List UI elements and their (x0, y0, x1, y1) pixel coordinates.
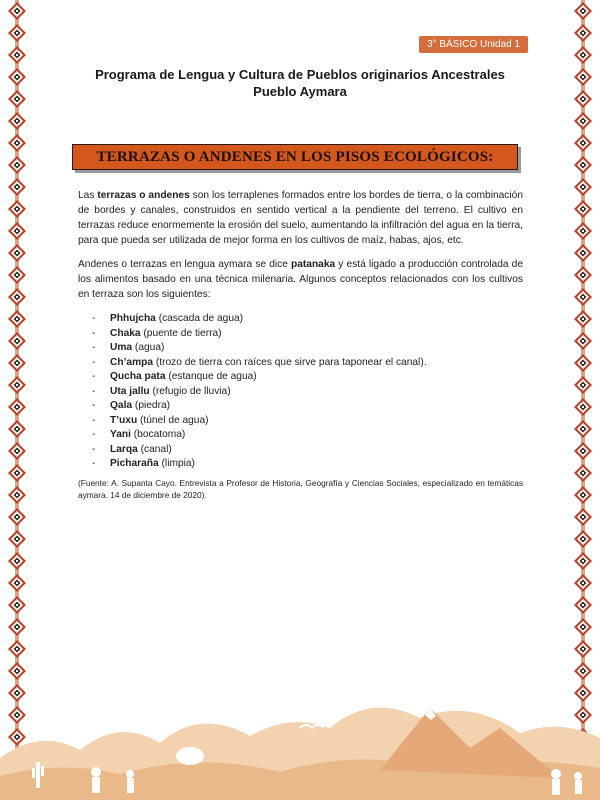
term-word: Yani (110, 429, 131, 440)
term-word: Chaka (110, 327, 141, 339)
term-meaning: (refugio de lluvia) (149, 385, 231, 397)
person-head-icon (91, 767, 101, 777)
paragraph-terrazas (78, 188, 523, 248)
list-item (78, 355, 523, 370)
list-item (78, 369, 523, 384)
dash: - (92, 313, 96, 324)
paragraph-patanaka (78, 257, 523, 302)
cactus-icon (36, 762, 40, 788)
right-decorative-border (572, 0, 594, 800)
term-word: Uta jallu (110, 385, 150, 397)
term-word: Picharaña (110, 458, 159, 469)
cactus-arm-left (32, 768, 35, 778)
people-title: Pueblo Aymara (253, 84, 347, 99)
term-meaning: (puente de tierra) (140, 327, 222, 339)
term-word: Ch’ampa (110, 356, 154, 368)
llama-icon (176, 747, 204, 765)
list-item (78, 442, 523, 457)
dash: - (92, 443, 96, 455)
term-meaning: (canal) (137, 443, 172, 455)
term-word: Qala (110, 400, 133, 411)
term-meaning: (trozo de tierra con raíces que sirve para taponear el canal). (153, 356, 427, 368)
list-item (78, 311, 523, 326)
person-body-icon-3 (552, 779, 560, 795)
grade-unit-badge: 3° BÁSICO Unidad 1 (419, 36, 528, 53)
term-meaning: (estanque de agua) (165, 371, 257, 382)
dash: - (92, 429, 96, 440)
terms-list (78, 311, 523, 471)
footer-landscape-illustration (0, 688, 600, 800)
dash: - (92, 400, 96, 411)
person-head-icon-3 (551, 769, 561, 779)
term-word: Larqa (110, 443, 138, 455)
person-body-icon-4 (575, 780, 582, 794)
term-word: Phhujcha (110, 313, 156, 324)
dash: - (92, 342, 96, 353)
term-word: Uma (110, 342, 133, 353)
left-decorative-border (6, 0, 28, 800)
term-word: Qucha pata (110, 371, 166, 382)
para1-bold: terrazas o andenes (97, 190, 190, 201)
main-content (78, 188, 523, 501)
dash: - (92, 385, 96, 397)
term-meaning: (piedra) (132, 400, 171, 411)
list-item (78, 326, 523, 341)
list-item (78, 384, 523, 399)
list-item (78, 427, 523, 442)
list-item (78, 413, 523, 428)
list-item (78, 456, 523, 471)
para1-pre: Las (78, 190, 98, 201)
para1-post: son los terraplenes formados entre los bordes de tierra, o la combinación de bordes y canales, construidos en sentido vertical a la pendiente del terreno. El cultivo en terrazas reduce enormemente la erosión del suelo, aumentando la infiltración del agua en la tierra, para que pueda ser utilizada de mejor forma en los cultivos de maíz, habas, ajos, etc. (78, 190, 523, 246)
page-header (0, 66, 600, 100)
person-head-icon-4 (574, 772, 582, 780)
person-head-icon-2 (126, 770, 134, 778)
cactus-arm-right (41, 766, 44, 776)
dash: - (92, 327, 96, 339)
section-title: TERRAZAS O ANDENES EN LOS PISOS ECOLÓGICOS: (96, 148, 494, 165)
term-meaning: (túnel de agua) (137, 414, 209, 426)
program-title: Programa de Lengua y Cultura de Pueblos originarios Ancestrales (95, 67, 505, 82)
term-meaning: (cascada de agua) (155, 313, 244, 324)
para2-bold: patanaka (291, 259, 336, 270)
source-citation: (Fuente: A. Supanta Cayo. Entrevista a Profesor de Historia, Geografía y Ciencias Sociales, especializado en temáticas aymara. 14 de diciembre de 2020). (78, 477, 523, 500)
dash: - (92, 414, 96, 426)
term-meaning: (bocatoma) (130, 429, 186, 440)
para2-pre: Andenes o terrazas en lengua aymara se dice (78, 259, 292, 270)
dash: - (92, 356, 96, 368)
dash: - (92, 458, 96, 469)
list-item (78, 398, 523, 413)
term-meaning: (limpia) (158, 458, 195, 469)
person-body-icon-2 (127, 778, 134, 793)
dash: - (92, 371, 96, 382)
term-word: T’uxu (110, 414, 138, 426)
para2-post: y está ligado a producción controlada de los alimentos basado en una técnica milenaria. Algunos conceptos relacionados con los cultivos en terraza son los siguientes: (78, 259, 523, 300)
list-item (78, 340, 523, 355)
person-body-icon (92, 777, 100, 793)
term-meaning: (agua) (132, 342, 165, 353)
section-title-box (72, 144, 518, 170)
